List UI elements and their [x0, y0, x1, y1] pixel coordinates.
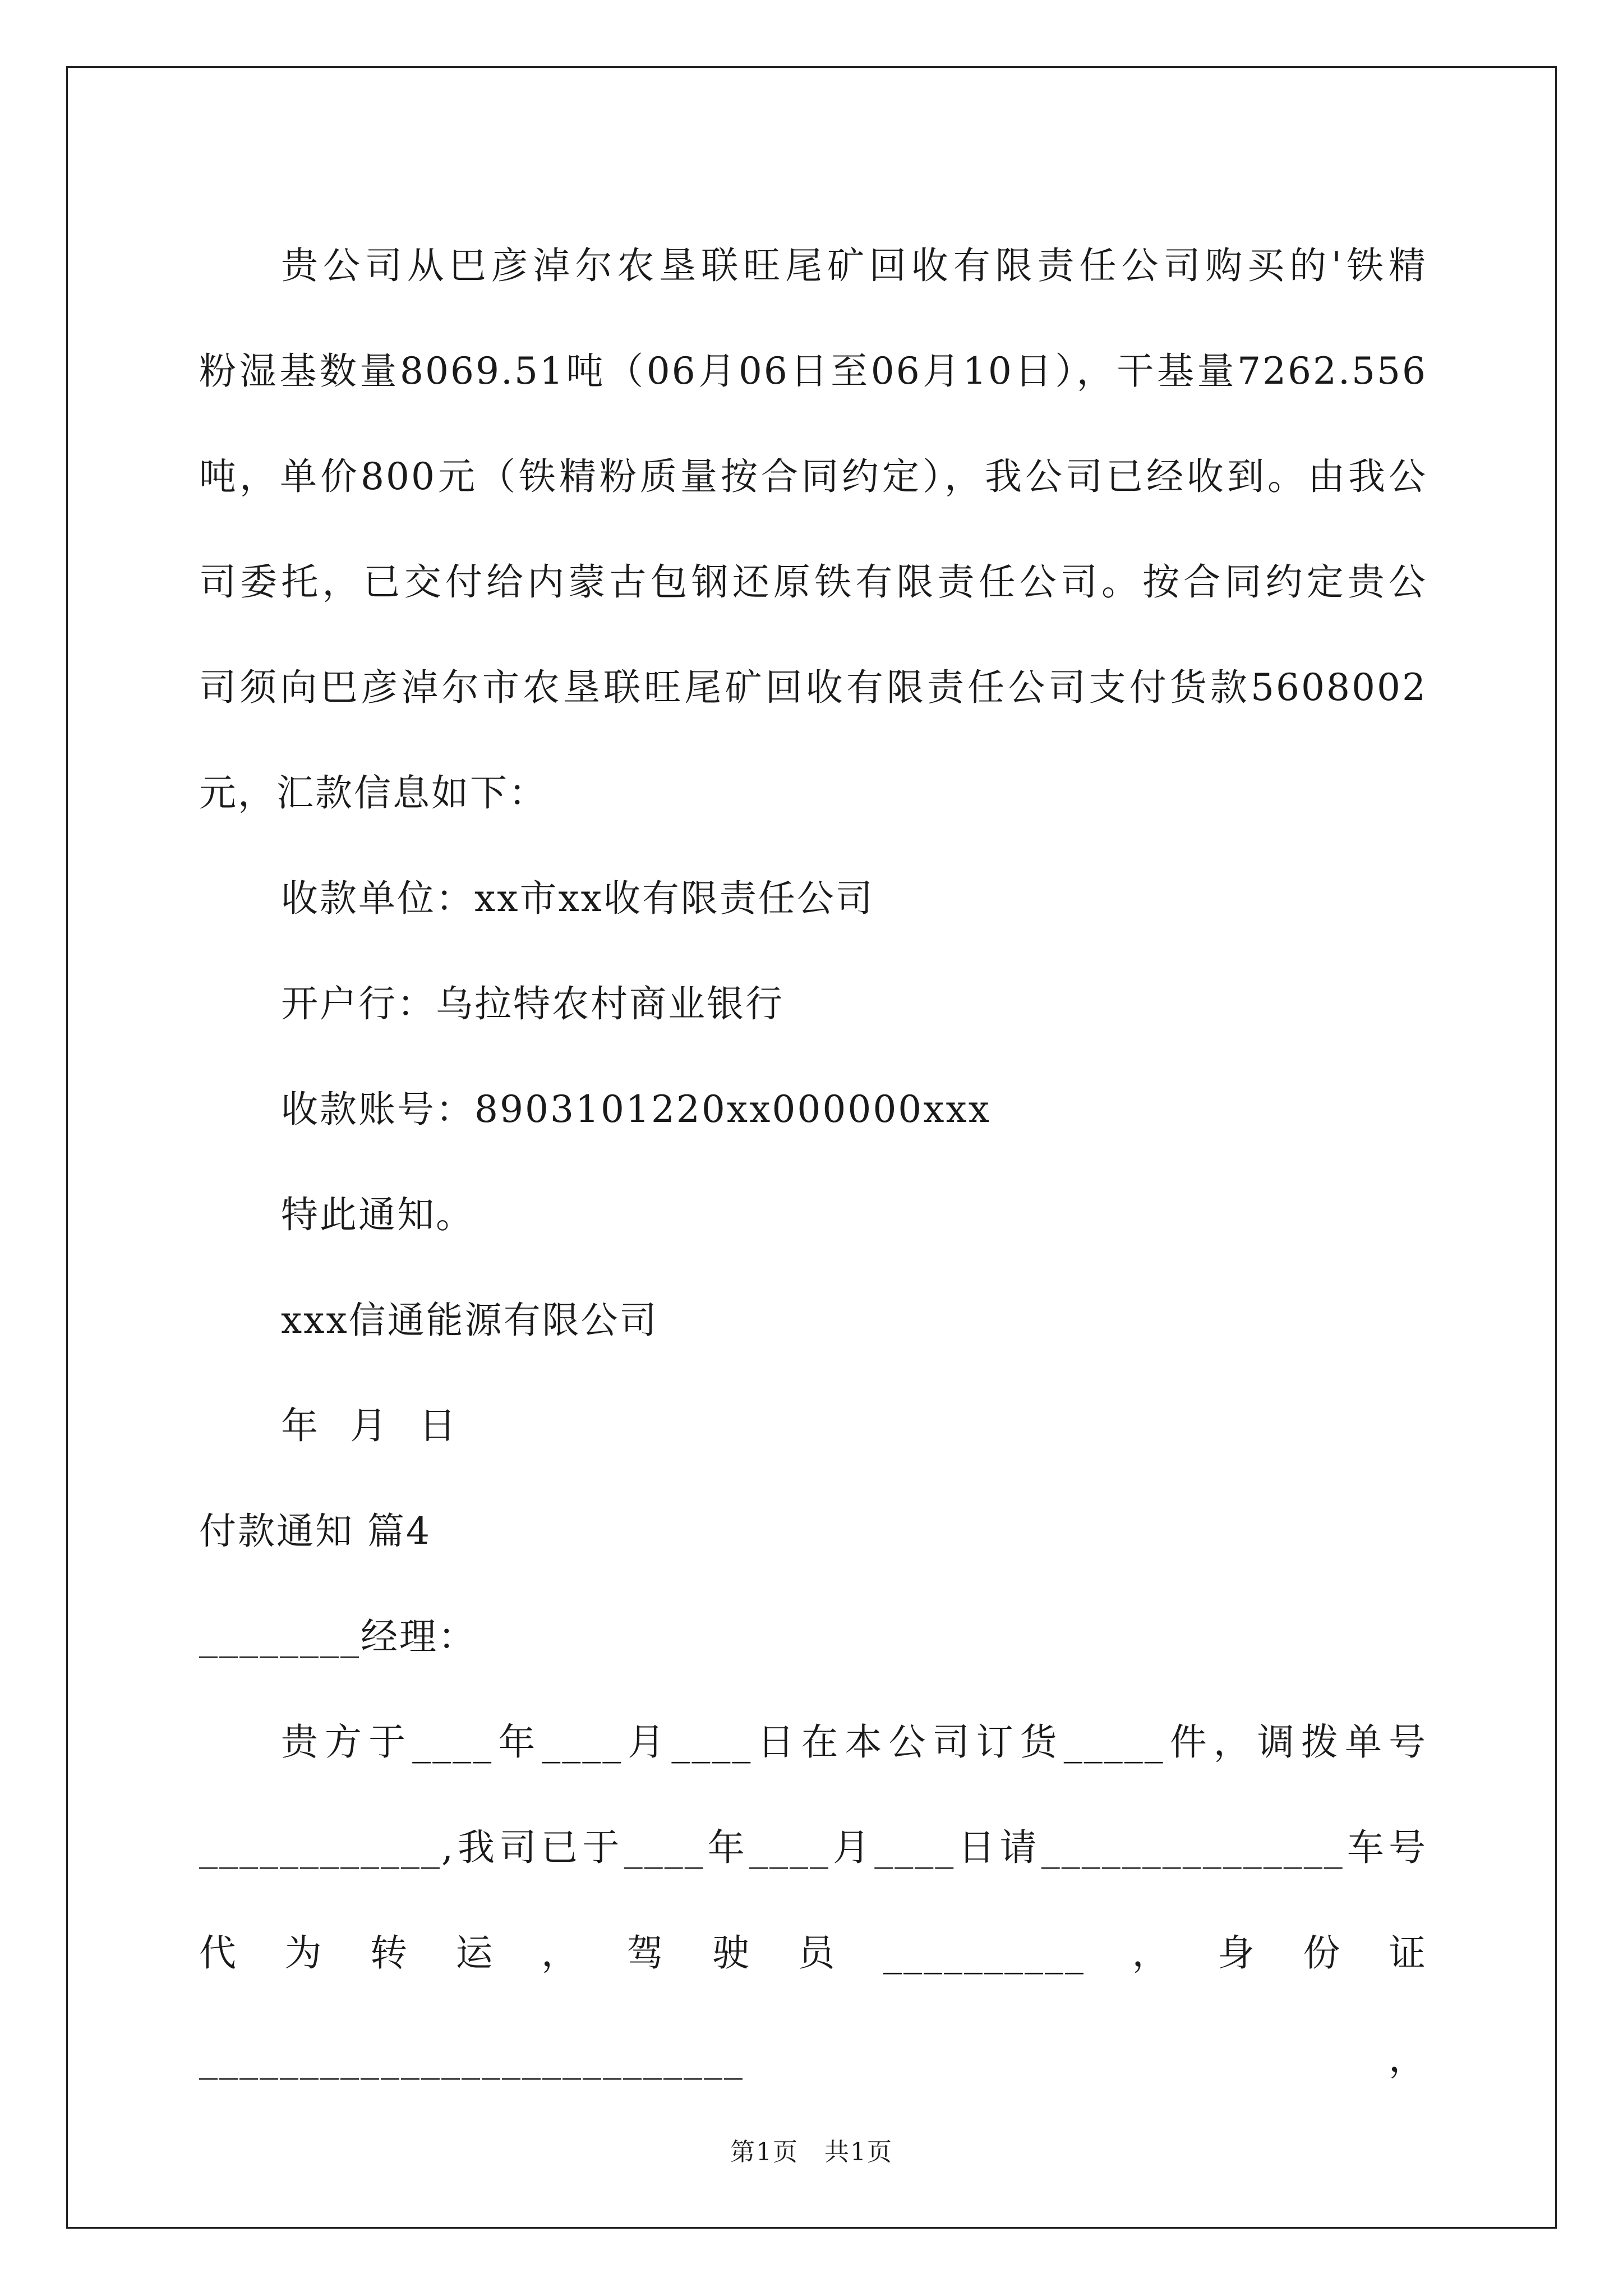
company-signature: xxx信通能源有限公司: [281, 1299, 658, 1342]
document-body: [199, 213, 1427, 2080]
paragraph-line-2: 粉湿基数量8069.51吨（06月06日至06月10日），干基量7262.556: [199, 349, 1427, 393]
account-line: 收款账号：8903101220xx000000xxx: [281, 1088, 991, 1131]
bank-line: 开户行：乌拉特农村商业银行: [281, 982, 784, 1025]
order-line-2: ____________,我司已于____年____月____日请_______________车号: [199, 1826, 1427, 1869]
order-line-1: 贵方于____年____月____日在本公司订货_____件，调拨单号: [281, 1720, 1427, 1764]
notice-closing: 特此通知。: [281, 1193, 474, 1236]
paragraph-line-1: 贵公司从巴彦淖尔农垦联旺尾矿回收有限责任公司购买的'铁精: [281, 244, 1427, 287]
section-heading: 付款通知 篇4: [199, 1510, 431, 1553]
order-line-3: 代为转运，驾驶员__________，身份证___________________________，: [199, 1931, 1427, 2080]
paragraph-line-3: 吨，单价800元（铁精粉质量按合同约定），我公司已经收到。由我公: [199, 455, 1427, 498]
date-line: 年 月 日: [281, 1404, 458, 1447]
page-footer: 第1页 共1页: [730, 2138, 893, 2166]
paragraph-line-5: 司须向巴彦淖尔市农垦联旺尾矿回收有限责任公司支付货款5608002: [199, 666, 1427, 709]
salutation-line: ________经理：: [199, 1615, 477, 1658]
paragraph-line-4: 司委托，已交付给内蒙古包钢还原铁有限责任公司。按合同约定贵公: [199, 560, 1427, 604]
paragraph-line-6: 元，汇款信息如下：: [199, 771, 547, 815]
payee-line: 收款单位：xx市xx收有限责任公司: [281, 877, 874, 920]
